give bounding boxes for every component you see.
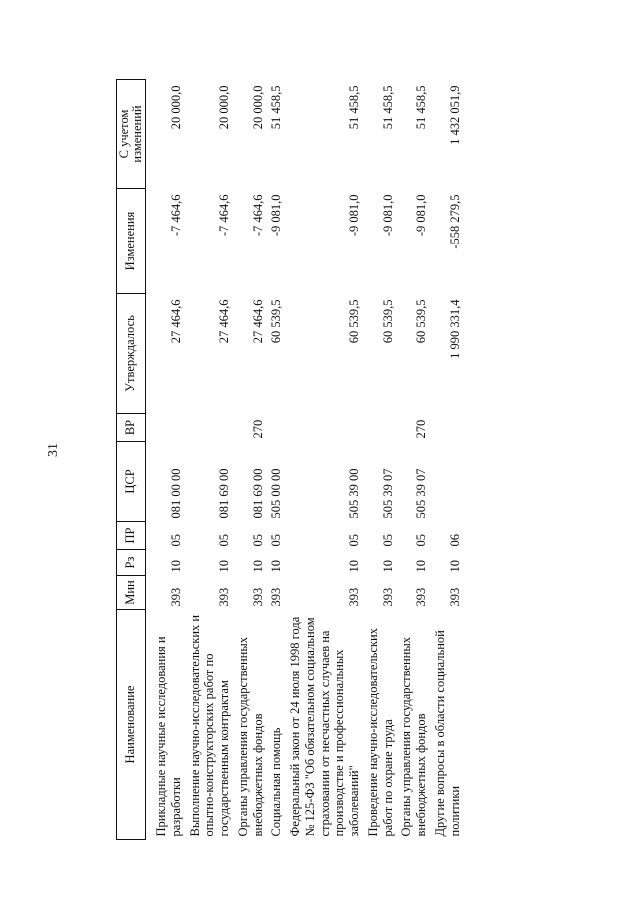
cell-vr <box>366 414 400 442</box>
cell-changes: -7 464,6 <box>168 194 183 237</box>
cell-pr: 05 <box>414 534 428 547</box>
cell-changes: -558 279,5 <box>447 194 462 249</box>
cell-changes: -9 081,0 <box>414 194 428 237</box>
header-with-changes-line1: С учетом <box>116 109 131 159</box>
cell-min: 393 <box>447 587 462 607</box>
cell-min: 393 <box>250 587 265 607</box>
cell-approved: 60 539,5 <box>347 299 361 344</box>
budget-table <box>116 79 466 840</box>
cell-pr: 05 <box>380 534 395 547</box>
header-name: Наименование <box>117 610 146 840</box>
cell-approved: 60 539,5 <box>269 299 284 344</box>
cell-with-changes: 20 000,0 <box>168 85 183 130</box>
header-approved: Утверждалось <box>117 294 146 414</box>
table-row <box>288 80 366 840</box>
cell-name: Прикладные научные исследования и разработки <box>154 636 183 837</box>
cell-name: Проведение научно-исследовательских работ по охране труда <box>365 628 395 837</box>
cell-with-changes: 51 458,5 <box>347 85 361 130</box>
cell-changes: -7 464,6 <box>217 194 231 237</box>
header-min: Мин <box>117 576 146 610</box>
table-row <box>366 80 400 840</box>
cell-vr: 270 <box>250 419 265 439</box>
table-row <box>399 80 433 840</box>
cell-csr: 505 00 00 <box>269 468 284 519</box>
cell-pr: 05 <box>168 534 183 547</box>
cell-vr <box>288 414 366 442</box>
cell-csr: 505 39 07 <box>380 468 395 519</box>
cell-csr <box>433 442 467 522</box>
cell-min: 393 <box>414 587 428 607</box>
cell-rz: 10 <box>168 560 183 573</box>
cell-vr <box>188 414 236 442</box>
cell-with-changes: 51 458,5 <box>269 85 284 130</box>
cell-name: Другие вопросы в области социальной политики <box>432 630 462 837</box>
cell-vr <box>433 414 467 442</box>
cell-csr: 081 69 00 <box>250 468 265 519</box>
header-changes: Изменения <box>117 189 146 294</box>
cell-vr <box>269 414 288 442</box>
cell-min: 393 <box>347 587 361 607</box>
cell-approved: 60 539,5 <box>414 299 428 344</box>
header-with-changes <box>117 80 146 189</box>
cell-csr: 081 00 00 <box>168 468 183 519</box>
cell-pr: 06 <box>447 534 462 547</box>
rotated-page-content <box>116 80 616 840</box>
cell-changes: -7 464,6 <box>250 194 265 237</box>
cell-pr: 05 <box>217 534 231 547</box>
cell-approved: 1 990 331,4 <box>447 299 462 359</box>
cell-with-changes: 1 432 051,9 <box>447 85 462 145</box>
table-row <box>146 80 188 840</box>
cell-name: Органы управления государственных внебюджетных фондов <box>399 637 428 837</box>
table-row <box>433 80 467 840</box>
cell-approved: 60 539,5 <box>380 299 395 344</box>
cell-pr: 05 <box>347 534 361 547</box>
cell-rz: 10 <box>414 560 428 573</box>
cell-pr: 05 <box>250 534 265 547</box>
cell-vr <box>146 414 188 442</box>
cell-with-changes: 20 000,0 <box>250 85 265 130</box>
cell-with-changes: 51 458,5 <box>414 85 428 130</box>
cell-csr: 505 39 00 <box>347 468 361 519</box>
cell-csr: 081 69 00 <box>217 468 231 519</box>
cell-changes: -9 081,0 <box>269 194 284 237</box>
cell-min: 393 <box>269 587 284 607</box>
cell-rz: 10 <box>347 560 361 573</box>
cell-name: Социальная помощь <box>269 727 284 837</box>
cell-approved: 27 464,6 <box>250 299 265 344</box>
table-header-row <box>117 80 146 840</box>
table-row <box>188 80 236 840</box>
cell-min: 393 <box>168 587 183 607</box>
cell-rz: 10 <box>447 560 462 573</box>
table-row <box>236 80 270 840</box>
cell-rz: 10 <box>250 560 265 573</box>
cell-changes: -9 081,0 <box>380 194 395 237</box>
cell-name: Выполнение научно-исследовательских и опытно-конструкторских работ по государственным контрактам <box>187 614 231 837</box>
cell-csr: 505 39 07 <box>414 468 428 519</box>
cell-approved: 27 464,6 <box>217 299 231 344</box>
cell-with-changes: 20 000,0 <box>217 85 231 130</box>
cell-approved: 27 464,6 <box>168 299 183 344</box>
cell-changes: -9 081,0 <box>347 194 361 237</box>
header-rz: Рз <box>117 550 146 576</box>
header-pr: ПР <box>117 522 146 550</box>
header-csr: ЦСР <box>117 442 146 522</box>
cell-rz: 10 <box>269 560 284 573</box>
cell-with-changes: 51 458,5 <box>380 85 395 130</box>
cell-rz: 10 <box>217 560 231 573</box>
cell-min: 393 <box>217 587 231 607</box>
cell-name: Органы управления государственных внебюджетных фондов <box>235 637 265 837</box>
header-with-changes-line2: изменений <box>130 105 144 163</box>
cell-rz: 10 <box>380 560 395 573</box>
cell-pr: 05 <box>269 534 284 547</box>
cell-name: Федеральный закон от 24 июля 1998 года № 125-ФЗ "Об обязательном социальном страховании от несчастных случаев на производстве и профессиональных заболеваний" <box>288 616 361 837</box>
table-row <box>269 80 288 840</box>
cell-vr: 270 <box>414 419 428 439</box>
page-number: 31 <box>46 443 61 457</box>
header-vr: ВР <box>117 414 146 442</box>
cell-min: 393 <box>380 587 395 607</box>
